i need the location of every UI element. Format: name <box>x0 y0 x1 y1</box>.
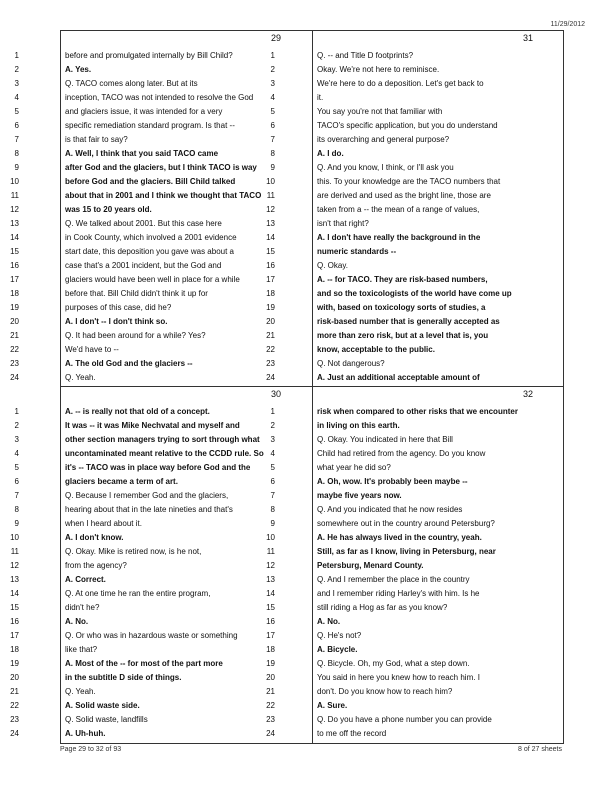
line-number: 8 <box>270 505 275 514</box>
line-text: Q. We talked about 2001. But this case here <box>65 219 222 228</box>
transcript-line <box>266 713 563 727</box>
transcript-line <box>270 133 563 147</box>
line-number: 6 <box>270 477 275 486</box>
line-text: TACO's specific application, but you do understand <box>317 121 498 130</box>
line-text: Q. And you indicated that he now resides <box>317 505 463 514</box>
line-text: after God and the glaciers, but I think TACO is way <box>65 163 257 172</box>
transcript-line <box>266 343 563 357</box>
transcript-line <box>270 517 563 531</box>
transcript-line <box>266 657 563 671</box>
transcript-line <box>270 105 563 119</box>
line-number: 17 <box>10 275 19 284</box>
line-text: maybe five years now. <box>317 491 402 500</box>
line-number: 7 <box>270 135 275 144</box>
line-number: 23 <box>266 715 275 724</box>
line-text: and glaciers issue, it was intended for a very <box>65 107 223 116</box>
line-number: 21 <box>266 687 275 696</box>
page-number: 29 <box>270 33 281 43</box>
transcript-line <box>270 49 563 63</box>
transcript-line <box>270 503 563 517</box>
line-text: still riding a Hog as far as you know? <box>317 603 448 612</box>
line-text: A. Yes. <box>65 65 92 74</box>
transcript-line <box>266 685 563 699</box>
line-text: and I remember riding Harley's with him. Is he <box>317 589 480 598</box>
line-number: 6 <box>270 121 275 130</box>
transcript-line <box>270 447 563 461</box>
transcript-sheet <box>10 30 564 744</box>
line-text: glaciers became a term of art. <box>65 477 178 486</box>
line-text: A. -- for TACO. They are risk-based numbers, <box>317 275 488 284</box>
line-number: 13 <box>266 219 275 228</box>
line-text: taken from a -- the mean of a range of values, <box>317 205 480 214</box>
line-text: A. Sure. <box>317 701 348 710</box>
line-text: Q. -- and Title D footprints? <box>317 51 414 60</box>
transcript-line <box>266 573 563 587</box>
line-text: know, acceptable to the public. <box>317 345 435 354</box>
line-text: Q. TACO comes along later. But at its <box>65 79 198 88</box>
transcript-line <box>270 419 563 433</box>
line-number: 21 <box>266 331 275 340</box>
line-number: 22 <box>266 345 275 354</box>
line-number: 19 <box>266 303 275 312</box>
transcript-line <box>266 643 563 657</box>
line-text: more than zero risk, but at a level that is, you <box>317 331 489 340</box>
line-text: somewhere out in the country around Petersburg? <box>317 519 495 528</box>
line-number: 21 <box>10 331 19 340</box>
line-number: 5 <box>14 463 19 472</box>
line-text: in living on this earth. <box>317 421 400 430</box>
transcript-line <box>266 531 563 545</box>
line-text: A. Uh-huh. <box>65 729 106 738</box>
line-number: 6 <box>14 121 19 130</box>
line-text: A. Bicycle. <box>317 645 358 654</box>
line-number: 18 <box>10 289 19 298</box>
line-number: 16 <box>266 617 275 626</box>
line-text: Q. And I remember the place in the country <box>317 575 470 584</box>
line-text: risk when compared to other risks that we encounter <box>317 407 518 416</box>
line-text: A. Oh, wow. It's probably been maybe -- <box>317 477 468 486</box>
page-number: 31 <box>522 33 533 43</box>
line-text: don't. Do you know how to reach him? <box>317 687 453 696</box>
line-text: Q. Not dangerous? <box>317 359 385 368</box>
transcript-line <box>266 615 563 629</box>
line-text: We're here to do a deposition. Let's get back to <box>317 79 484 88</box>
line-number: 2 <box>14 65 19 74</box>
line-text: and so the toxicologists of the world have come up <box>317 289 512 298</box>
line-number: 5 <box>270 107 275 116</box>
line-text: You said in here you knew how to reach him. I <box>317 673 480 682</box>
line-text: numeric standards -- <box>317 247 397 256</box>
line-text: isn't that right? <box>317 219 369 228</box>
line-text: hearing about that in the late nineties and that's <box>65 505 233 514</box>
line-text: when I heard about it. <box>65 519 142 528</box>
line-number: 10 <box>10 177 19 186</box>
line-text: didn't he? <box>65 603 100 612</box>
line-number: 19 <box>10 659 19 668</box>
line-number: 9 <box>14 163 19 172</box>
transcript-line <box>270 147 563 161</box>
line-number: 24 <box>10 729 19 738</box>
line-number: 12 <box>10 561 19 570</box>
line-number: 2 <box>14 421 19 430</box>
line-text: it. <box>317 93 324 102</box>
line-number: 9 <box>270 519 275 528</box>
line-text: Q. Okay. You indicated in here that Bill <box>317 435 453 444</box>
line-number: 11 <box>266 547 275 556</box>
transcript-line <box>266 175 563 189</box>
line-text: like that? <box>65 645 98 654</box>
line-text: A. Just an additional acceptable amount of <box>317 373 480 382</box>
line-text: Okay. We're not here to reminisce. <box>317 65 440 74</box>
line-number: 20 <box>266 317 275 326</box>
transcript-line <box>266 217 563 231</box>
line-text: Still, as far as I know, living in Petersburg, near <box>317 547 496 556</box>
line-number: 17 <box>266 631 275 640</box>
line-text: Q. Yeah. <box>65 687 96 696</box>
line-text: A. Most of the -- for most of the part more <box>65 659 223 668</box>
line-text: Q. Because I remember God and the glaciers, <box>65 491 229 500</box>
line-number: 1 <box>14 407 19 416</box>
line-text: Petersburg, Menard County. <box>317 561 424 570</box>
line-text: A. He has always lived in the country, yeah. <box>317 533 482 542</box>
line-number: 12 <box>266 205 275 214</box>
line-text: are derived and used as the bright line, those are <box>317 191 491 200</box>
line-number: 11 <box>10 547 19 556</box>
transcript-line <box>266 259 563 273</box>
line-number: 2 <box>270 421 275 430</box>
transcript-line <box>266 629 563 643</box>
line-text: A. -- is really not that old of a concept. <box>65 407 210 416</box>
line-number: 23 <box>10 715 19 724</box>
line-number: 20 <box>10 673 19 682</box>
transcript-line <box>270 461 563 475</box>
transcript-line <box>270 433 563 447</box>
line-number: 3 <box>270 79 275 88</box>
line-number: 11 <box>266 191 275 200</box>
line-number: 9 <box>270 163 275 172</box>
line-number: 15 <box>266 603 275 612</box>
line-number: 12 <box>266 561 275 570</box>
line-number: 8 <box>14 149 19 158</box>
line-number: 10 <box>266 533 275 542</box>
line-number: 1 <box>270 407 275 416</box>
transcript-line <box>266 545 563 559</box>
line-number: 17 <box>10 631 19 640</box>
line-text: before that. Bill Child didn't think it up for <box>65 289 208 298</box>
transcript-line <box>270 161 563 175</box>
transcript-line <box>266 357 563 371</box>
line-text: Q. Do you have a phone number you can provide <box>317 715 492 724</box>
line-number: 14 <box>10 589 19 598</box>
line-text: it's -- TACO was in place way before God and the <box>65 463 251 472</box>
line-text: We'd have to -- <box>65 345 119 354</box>
line-number: 23 <box>10 359 19 368</box>
line-number: 24 <box>10 373 19 382</box>
line-text: this. To your knowledge are the TACO numbers that <box>317 177 501 186</box>
transcript-line <box>270 77 563 91</box>
transcript-line <box>270 405 563 419</box>
line-number: 4 <box>14 449 19 458</box>
line-number: 5 <box>14 107 19 116</box>
line-text: Q. Okay. <box>317 261 348 270</box>
line-number: 7 <box>14 135 19 144</box>
line-number: 4 <box>14 93 19 102</box>
line-text: inception, TACO was not intended to resolve the God <box>65 93 254 102</box>
line-number: 10 <box>266 177 275 186</box>
line-number: 13 <box>266 575 275 584</box>
line-number: 15 <box>10 603 19 612</box>
transcript-line <box>270 63 563 77</box>
line-number: 1 <box>14 51 19 60</box>
footer-page-range: Page 29 to 32 of 93 <box>60 746 122 753</box>
transcript-line <box>270 119 563 133</box>
line-number: 21 <box>10 687 19 696</box>
line-number: 19 <box>10 303 19 312</box>
line-number: 1 <box>270 51 275 60</box>
line-text: A. No. <box>65 617 89 626</box>
line-text: start date, this deposition you gave was about a <box>65 247 234 256</box>
line-text: You say you're not that familiar with <box>317 107 443 116</box>
line-number: 3 <box>14 435 19 444</box>
line-number: 17 <box>266 275 275 284</box>
transcript-line <box>266 245 563 259</box>
line-text: about that in 2001 and I think we thought that TACO <box>65 191 262 200</box>
line-number: 14 <box>266 589 275 598</box>
line-number: 7 <box>14 491 19 500</box>
transcript-line <box>266 371 563 385</box>
line-text: A. The old God and the glaciers -- <box>65 359 193 368</box>
line-number: 8 <box>270 149 275 158</box>
line-number: 22 <box>10 345 19 354</box>
line-text: was 15 to 20 years old. <box>65 205 152 214</box>
line-text: Q. At one time he ran the entire program, <box>65 589 211 598</box>
line-number: 16 <box>266 261 275 270</box>
transcript-line <box>266 287 563 301</box>
line-number: 6 <box>14 477 19 486</box>
line-text: purposes of this case, did he? <box>65 303 172 312</box>
line-number: 3 <box>14 79 19 88</box>
line-number: 18 <box>10 645 19 654</box>
line-text: what year he did so? <box>317 463 391 472</box>
line-text: Q. Solid waste, landfills <box>65 715 148 724</box>
transcript-line <box>270 489 563 503</box>
line-number: 24 <box>266 373 275 382</box>
line-text: A. I don't have really the background in the <box>317 233 481 242</box>
line-number: 9 <box>14 519 19 528</box>
line-number: 8 <box>14 505 19 514</box>
line-text: A. I don't know. <box>65 533 124 542</box>
transcript-line <box>266 203 563 217</box>
transcript-line <box>270 475 563 489</box>
line-text: Q. And you know, I think, or I'll ask you <box>317 163 454 172</box>
line-number: 15 <box>10 247 19 256</box>
transcript-line <box>266 699 563 713</box>
line-number: 15 <box>266 247 275 256</box>
line-number: 20 <box>266 673 275 682</box>
line-text: A. No. <box>317 617 341 626</box>
line-text: It was -- it was Mike Nechvatal and myself and <box>65 421 240 430</box>
line-text: with, based on toxicology sorts of studies, a <box>317 303 486 312</box>
line-text: glaciers would have been well in place for a while <box>65 275 240 284</box>
line-number: 24 <box>266 729 275 738</box>
line-text: A. Correct. <box>65 575 106 584</box>
transcript-line <box>266 559 563 573</box>
line-number: 5 <box>270 463 275 472</box>
line-text: A. Well, I think that you said TACO came <box>65 149 219 158</box>
line-text: before and promulgated internally by Bill Child? <box>65 51 233 60</box>
transcript-line <box>266 189 563 203</box>
transcript-line <box>266 601 563 615</box>
page-number: 30 <box>270 389 281 399</box>
line-text: Q. Bicycle. Oh, my God, what a step down. <box>317 659 470 668</box>
transcript-line <box>266 727 563 741</box>
line-number: 3 <box>270 435 275 444</box>
line-text: Child had retired from the agency. Do you know <box>317 449 486 458</box>
line-number: 7 <box>270 491 275 500</box>
line-text: case that's a 2001 incident, but the God and <box>65 261 222 270</box>
line-text: is that fair to say? <box>65 135 128 144</box>
line-number: 11 <box>10 191 19 200</box>
line-number: 16 <box>10 617 19 626</box>
line-text: uncontaminated meant relative to the CCDD rule. So <box>65 449 264 458</box>
line-text: specific remediation standard program. Is that -- <box>65 121 235 130</box>
line-text: to me off the record <box>317 729 387 738</box>
line-number: 22 <box>266 701 275 710</box>
line-text: A. I do. <box>317 149 344 158</box>
line-text: Q. Or who was in hazardous waste or something <box>65 631 238 640</box>
line-text: in the subtitle D side of things. <box>65 673 182 682</box>
line-text: in Cook County, which involved a 2001 evidence <box>65 233 237 242</box>
line-text: A. I don't -- I don't think so. <box>65 317 168 326</box>
line-number: 14 <box>266 233 275 242</box>
line-text: Q. He's not? <box>317 631 362 640</box>
line-number: 13 <box>10 575 19 584</box>
footer-sheet-count: 8 of 27 sheets <box>518 746 562 753</box>
line-text: its overarching and general purpose? <box>317 135 450 144</box>
line-text: Q. Yeah. <box>65 373 96 382</box>
transcript-line <box>270 91 563 105</box>
line-text: Q. It had been around for a while? Yes? <box>65 331 206 340</box>
transcript-line <box>266 587 563 601</box>
line-number: 18 <box>266 645 275 654</box>
line-number: 4 <box>270 93 275 102</box>
line-number: 14 <box>10 233 19 242</box>
line-number: 19 <box>266 659 275 668</box>
transcript-line <box>266 671 563 685</box>
line-number: 16 <box>10 261 19 270</box>
line-number: 23 <box>266 359 275 368</box>
line-number: 20 <box>10 317 19 326</box>
line-number: 10 <box>10 533 19 542</box>
transcript-line <box>266 315 563 329</box>
transcript-line <box>266 301 563 315</box>
line-text: A. Solid waste side. <box>65 701 140 710</box>
line-number: 22 <box>10 701 19 710</box>
transcript-date: 11/29/2012 <box>550 21 585 28</box>
line-number: 13 <box>10 219 19 228</box>
page-number: 32 <box>522 389 533 399</box>
transcript-line <box>266 273 563 287</box>
transcript-line <box>266 231 563 245</box>
line-number: 2 <box>270 65 275 74</box>
line-text: Q. Okay. Mike is retired now, is he not, <box>65 547 202 556</box>
line-text: from the agency? <box>65 561 127 570</box>
line-number: 12 <box>10 205 19 214</box>
transcript-line <box>266 329 563 343</box>
line-number: 18 <box>266 289 275 298</box>
line-text: before God and the glaciers. Bill Child talked <box>65 177 236 186</box>
line-number: 4 <box>270 449 275 458</box>
line-text: risk-based number that is generally accepted as <box>317 317 500 326</box>
line-text: other section managers trying to sort through what <box>65 435 260 444</box>
